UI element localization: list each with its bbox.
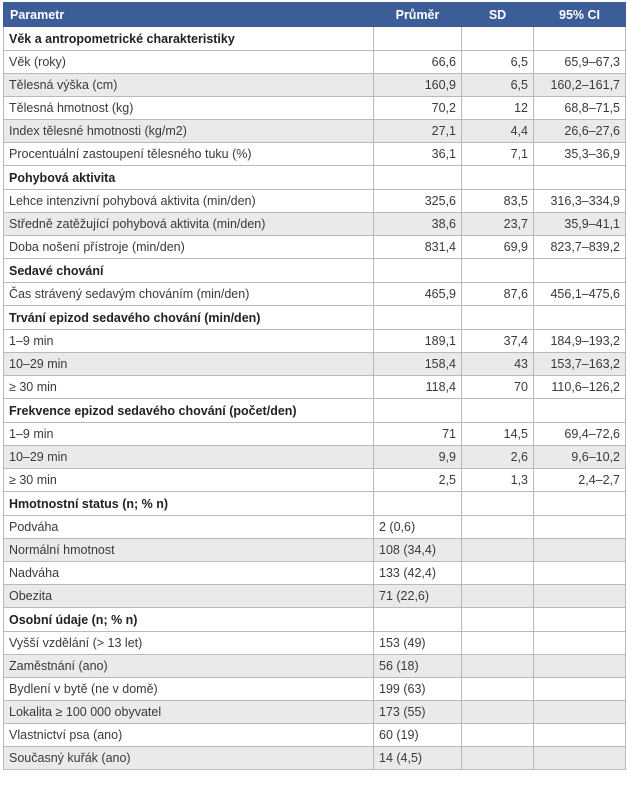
row-sd: 14,5 (462, 423, 534, 446)
row-ci (534, 539, 626, 562)
row-sd (462, 516, 534, 539)
row-sd: 70 (462, 376, 534, 399)
row-label: Procentuální zastoupení tělesného tuku (%) (4, 143, 374, 166)
row-label: Podváha (4, 516, 374, 539)
section-empty-cell (374, 259, 462, 283)
section-empty-cell (534, 306, 626, 330)
row-mean: 158,4 (374, 353, 462, 376)
row-label: Zaměstnání (ano) (4, 655, 374, 678)
row-mean: 71 (22,6) (374, 585, 462, 608)
row-ci (534, 747, 626, 770)
table-row (4, 74, 626, 97)
row-label: Vyšší vzdělání (> 13 let) (4, 632, 374, 655)
data-table (3, 2, 626, 770)
row-sd (462, 724, 534, 747)
row-mean: 14 (4,5) (374, 747, 462, 770)
table-row (4, 469, 626, 492)
row-ci (534, 516, 626, 539)
section-row (4, 259, 626, 283)
row-sd: 87,6 (462, 283, 534, 306)
row-label: Vlastnictví psa (ano) (4, 724, 374, 747)
row-mean: 2,5 (374, 469, 462, 492)
row-ci (534, 585, 626, 608)
row-label: 10–29 min (4, 446, 374, 469)
table-row (4, 423, 626, 446)
row-mean: 70,2 (374, 97, 462, 120)
section-row (4, 27, 626, 51)
section-title: Hmotnostní status (n; % n) (4, 492, 374, 516)
row-mean: 56 (18) (374, 655, 462, 678)
row-mean: 60 (19) (374, 724, 462, 747)
table-row (4, 97, 626, 120)
row-label: Současný kuřák (ano) (4, 747, 374, 770)
row-ci: 35,9–41,1 (534, 213, 626, 236)
section-empty-cell (374, 399, 462, 423)
row-sd: 37,4 (462, 330, 534, 353)
row-sd: 43 (462, 353, 534, 376)
section-empty-cell (534, 166, 626, 190)
section-empty-cell (534, 492, 626, 516)
header-ci: 95% CI (534, 3, 626, 27)
row-sd: 12 (462, 97, 534, 120)
section-empty-cell (462, 608, 534, 632)
section-empty-cell (462, 259, 534, 283)
row-label: 1–9 min (4, 330, 374, 353)
table-row (4, 516, 626, 539)
section-empty-cell (534, 259, 626, 283)
row-mean: 133 (42,4) (374, 562, 462, 585)
row-ci: 160,2–161,7 (534, 74, 626, 97)
row-ci: 2,4–2,7 (534, 469, 626, 492)
row-sd: 2,6 (462, 446, 534, 469)
row-ci: 9,6–10,2 (534, 446, 626, 469)
section-row (4, 166, 626, 190)
section-empty-cell (462, 492, 534, 516)
section-empty-cell (462, 399, 534, 423)
table-row (4, 376, 626, 399)
row-ci: 35,3–36,9 (534, 143, 626, 166)
section-empty-cell (534, 608, 626, 632)
row-mean: 189,1 (374, 330, 462, 353)
row-label: 10–29 min (4, 353, 374, 376)
row-sd (462, 678, 534, 701)
row-sd: 23,7 (462, 213, 534, 236)
section-title: Věk a antropometrické charakteristiky (4, 27, 374, 51)
table-row (4, 724, 626, 747)
row-ci: 456,1–475,6 (534, 283, 626, 306)
section-empty-cell (374, 27, 462, 51)
row-mean: 66,6 (374, 51, 462, 74)
row-ci (534, 724, 626, 747)
table-row (4, 701, 626, 724)
table-row (4, 213, 626, 236)
row-label: Středně zatěžující pohybová aktivita (min/den) (4, 213, 374, 236)
table-row (4, 330, 626, 353)
row-mean: 36,1 (374, 143, 462, 166)
table-row (4, 539, 626, 562)
row-label: Věk (roky) (4, 51, 374, 74)
row-label: Index tělesné hmotnosti (kg/m2) (4, 120, 374, 143)
table-row (4, 585, 626, 608)
section-empty-cell (374, 608, 462, 632)
section-row (4, 306, 626, 330)
header-sd: SD (462, 3, 534, 27)
row-sd: 83,5 (462, 190, 534, 213)
section-row (4, 399, 626, 423)
table-row (4, 632, 626, 655)
row-ci: 110,6–126,2 (534, 376, 626, 399)
section-title: Pohybová aktivita (4, 166, 374, 190)
row-ci: 69,4–72,6 (534, 423, 626, 446)
row-mean: 160,9 (374, 74, 462, 97)
row-mean: 831,4 (374, 236, 462, 259)
row-sd: 6,5 (462, 51, 534, 74)
section-empty-cell (374, 166, 462, 190)
row-label: Čas strávený sedavým chováním (min/den) (4, 283, 374, 306)
row-label: Lehce intenzivní pohybová aktivita (min/den) (4, 190, 374, 213)
row-sd (462, 747, 534, 770)
row-mean: 108 (34,4) (374, 539, 462, 562)
row-ci (534, 632, 626, 655)
header-parametr: Parametr (4, 3, 374, 27)
row-label: Obezita (4, 585, 374, 608)
row-ci: 316,3–334,9 (534, 190, 626, 213)
table-row (4, 120, 626, 143)
row-sd (462, 701, 534, 724)
section-title: Frekvence epizod sedavého chování (počet/den) (4, 399, 374, 423)
row-sd: 7,1 (462, 143, 534, 166)
row-ci (534, 562, 626, 585)
row-label: Tělesná výška (cm) (4, 74, 374, 97)
section-empty-cell (534, 399, 626, 423)
row-mean: 118,4 (374, 376, 462, 399)
table-row (4, 678, 626, 701)
row-label: Tělesná hmotnost (kg) (4, 97, 374, 120)
row-sd (462, 632, 534, 655)
header-prumer: Průměr (374, 3, 462, 27)
table-row (4, 236, 626, 259)
row-mean: 465,9 (374, 283, 462, 306)
row-ci (534, 678, 626, 701)
row-ci: 26,6–27,6 (534, 120, 626, 143)
section-empty-cell (462, 306, 534, 330)
row-label: ≥ 30 min (4, 376, 374, 399)
section-empty-cell (374, 492, 462, 516)
row-label: Doba nošení přístroje (min/den) (4, 236, 374, 259)
section-empty-cell (534, 27, 626, 51)
data-table-container (3, 2, 625, 770)
row-sd: 4,4 (462, 120, 534, 143)
section-title: Osobní údaje (n; % n) (4, 608, 374, 632)
section-empty-cell (374, 306, 462, 330)
row-sd (462, 655, 534, 678)
row-sd (462, 562, 534, 585)
row-label: 1–9 min (4, 423, 374, 446)
section-row (4, 492, 626, 516)
row-mean: 2 (0,6) (374, 516, 462, 539)
table-row (4, 562, 626, 585)
table-row (4, 51, 626, 74)
row-mean: 9,9 (374, 446, 462, 469)
section-empty-cell (462, 27, 534, 51)
row-mean: 27,1 (374, 120, 462, 143)
row-ci (534, 701, 626, 724)
row-ci: 68,8–71,5 (534, 97, 626, 120)
table-row (4, 143, 626, 166)
table-row (4, 655, 626, 678)
section-title: Sedavé chování (4, 259, 374, 283)
row-mean: 71 (374, 423, 462, 446)
row-ci (534, 655, 626, 678)
row-ci: 823,7–839,2 (534, 236, 626, 259)
row-sd: 69,9 (462, 236, 534, 259)
section-row (4, 608, 626, 632)
row-label: Bydlení v bytě (ne v domě) (4, 678, 374, 701)
row-sd (462, 585, 534, 608)
row-label: ≥ 30 min (4, 469, 374, 492)
table-row (4, 353, 626, 376)
section-title: Trvání epizod sedavého chování (min/den) (4, 306, 374, 330)
section-empty-cell (462, 166, 534, 190)
row-mean: 173 (55) (374, 701, 462, 724)
row-mean: 199 (63) (374, 678, 462, 701)
table-row (4, 283, 626, 306)
table-header (4, 3, 626, 27)
row-ci: 65,9–67,3 (534, 51, 626, 74)
row-label: Normální hmotnost (4, 539, 374, 562)
row-mean: 38,6 (374, 213, 462, 236)
row-mean: 153 (49) (374, 632, 462, 655)
table-row (4, 190, 626, 213)
row-mean: 325,6 (374, 190, 462, 213)
header-row (4, 3, 626, 27)
row-label: Nadváha (4, 562, 374, 585)
row-ci: 184,9–193,2 (534, 330, 626, 353)
row-label: Lokalita ≥ 100 000 obyvatel (4, 701, 374, 724)
row-sd: 6,5 (462, 74, 534, 97)
table-row (4, 747, 626, 770)
row-ci: 153,7–163,2 (534, 353, 626, 376)
row-sd: 1,3 (462, 469, 534, 492)
table-body (4, 27, 626, 770)
table-row (4, 446, 626, 469)
row-sd (462, 539, 534, 562)
